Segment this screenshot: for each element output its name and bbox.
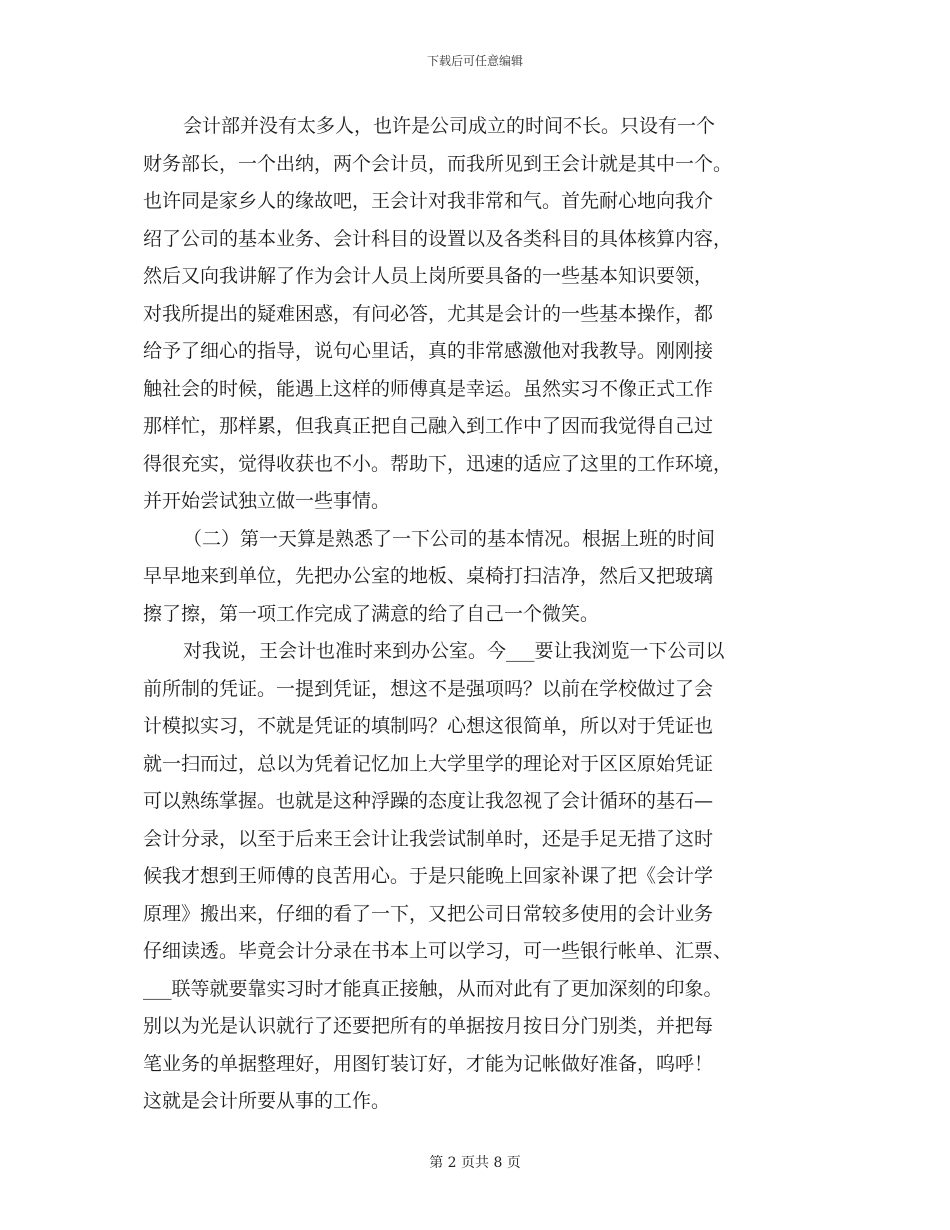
text-line: 然后又向我讲解了作为会计人员上岗所要具备的一些基本知识要领， (143, 265, 714, 287)
text-line: 绍了公司的基本业务、会计科目的设置以及各类科目的具体核算内容， (143, 227, 733, 250)
text-line: ___联等就要靠实习时才能真正接触，从而对此有了更加深刻的印象。 (143, 977, 723, 1000)
text-line: 就一扫而过，总以为凭着记忆加上大学里学的理论对于区区原始凭证 (143, 752, 714, 775)
text-line: 擦了擦，第一项工作完成了满意的给了自己一个微笑。 (143, 602, 600, 625)
text-line: （二）第一天算是熟悉了一下公司的基本情况。根据上班的时间 (183, 527, 716, 550)
text-line: 给予了细心的指导，说句心里话，真的非常感激他对我教导。刚刚接 (143, 340, 714, 362)
page-header: 下载后可任意编辑 (426, 54, 523, 68)
text-line: 对我所提出的疑难困惑，有问必答，尤其是会计的一些基本操作，都 (143, 302, 714, 325)
text-line: 别以为光是认识就行了还要把所有的单据按月按日分门别类，并把每 (143, 1015, 714, 1037)
body-text (143, 108, 808, 1121)
text-line: 原理》搬出来，仔细的看了一下，又把公司日常较多使用的会计业务 (143, 902, 714, 925)
text-line: 并开始尝试独立做一些事情。 (143, 490, 391, 512)
text-line: 仔细读透。毕竟会计分录在书本上可以学习，可一些银行帐单、汇票、 (143, 940, 733, 962)
text-line: 触社会的时候，能遇上这样的师傅真是幸运。虽然实习不像正式工作 (143, 377, 714, 400)
text-line: 这就是会计所要从事的工作。 (143, 1090, 391, 1112)
text-line: 候我才想到王师傅的良苦用心。于是只能晚上回家补课了把《会计学 (143, 865, 714, 887)
text-line: 对我说，王会计也准时来到办公室。今___要让我浏览一下公司以 (183, 640, 725, 662)
text-line: 那样忙，那样累，但我真正把自己融入到工作中了因而我觉得自己过 (143, 415, 714, 437)
text-line: 可以熟练掌握。也就是这种浮躁的态度让我忽视了会计循环的基石— (143, 790, 714, 812)
text-line: 会计部并没有太多人，也许是公司成立的时间不长。只设有一个 (183, 115, 716, 137)
text-line: 也许同是家乡人的缘故吧，王会计对我非常和气。首先耐心地向我介 (143, 190, 714, 212)
text-line: 前所制的凭证。一提到凭证，想这不是强项吗？以前在学校做过了会 (143, 677, 714, 700)
text-line: 财务部长，一个出纳，两个会计员，而我所见到王会计就是其中一个。 (143, 152, 733, 175)
text-line: 会计分录，以至于后来王会计让我尝试制单时，还是手足无措了这时 (143, 827, 714, 850)
text-line: 得很充实，觉得收获也不小。帮助下，迅速的适应了这里的工作环境， (143, 452, 733, 475)
page-footer: 第 2 页共 8 页 (429, 1155, 521, 1171)
text-line: 笔业务的单据整理好，用图钉装订好，才能为记帐做好准备，呜呼！ (143, 1052, 714, 1075)
text-line: 计模拟实习，不就是凭证的填制吗？心想这很简单，所以对于凭证也 (143, 715, 714, 737)
text-line: 早早地来到单位，先把办公室的地板、桌椅打扫洁净，然后又把玻璃 (143, 565, 714, 587)
